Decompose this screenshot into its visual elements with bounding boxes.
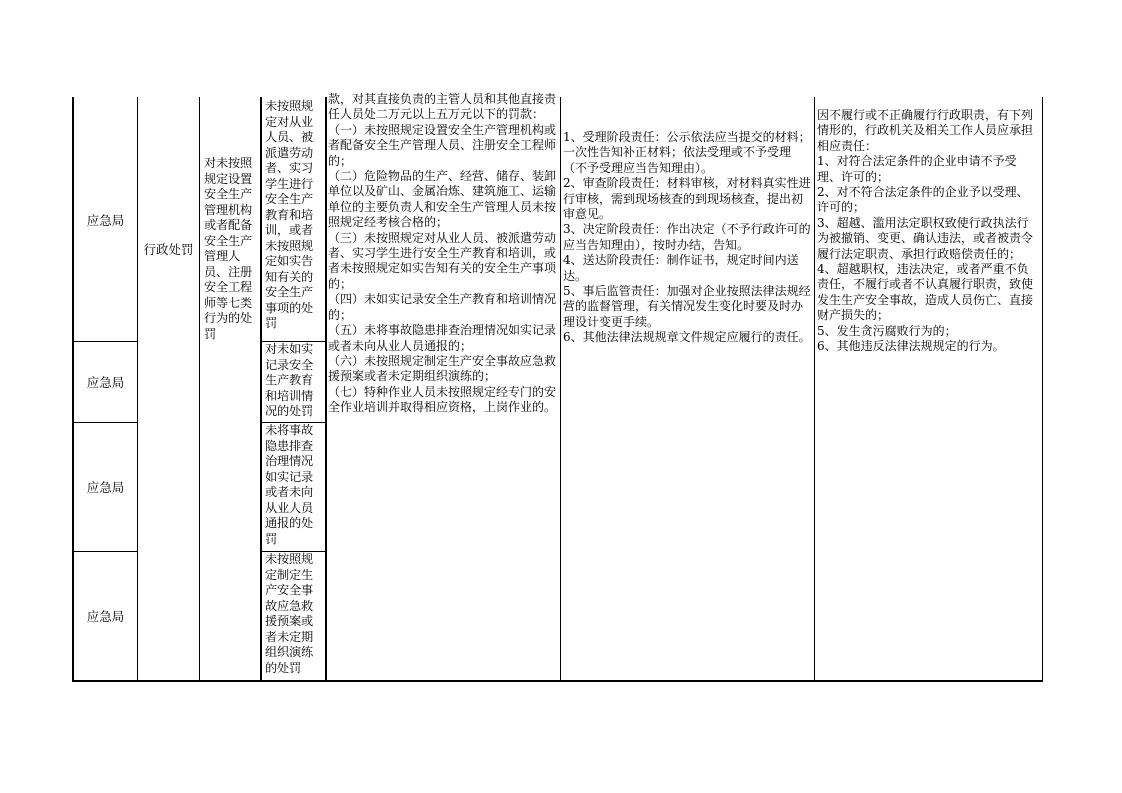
dept-cell [74,552,137,680]
accountability-item: 1、对符合法定条件的企业申请不予受理、许可的； [817,154,1017,184]
sub-item-text: 未将事故隐患排查治理情况如实记录或者未向从业人员通报的处罚 [265,423,313,546]
responsibility-item: 6、其他法律法规规章文件规定应履行的责任。 [563,330,811,345]
sub-item-cell [263,552,325,680]
sub-item-cell [263,423,325,551]
accountability-item: 3、超越、滥用法定职权致使行政执法行为被撤销、变更、确认违法，或者被责令履行法定职责、承担行政赔偿责任的； [817,215,1034,261]
accountability-item: 5、发生贪污腐败行为的； [817,323,957,338]
dept-cell [74,342,137,422]
responsibility-text [563,130,811,346]
grid-line [260,97,262,681]
sub-item-cell [263,342,325,422]
basis-paragraph: 款，对其直接负责的主管人员和其他直接责任人员处二万元以上五万元以下的罚款： [328,92,557,122]
basis-paragraph: （二）危险物品的生产、经营、储存、装卸单位以及矿山、金属冶炼、建筑施工、运输单位的主要负责人和安全生产管理人员未按照规定经考核合格的； [328,169,557,230]
grid-line [72,680,1043,682]
grid-line [1042,97,1043,681]
dept-label: 应急局 [86,609,125,624]
basis-paragraph: （一）未按照规定设置安全生产管理机构或者配备安全生产管理人员、注册安全工程师的； [328,122,557,168]
responsibility-item: 3、决定阶段责任：作出决定（不予行政许可的应当告知理由），按时办结，告知。 [563,222,811,252]
accountability-item: 6、其他违反法律法规规定的行为。 [817,339,1005,354]
accountability-item: 因不履行或不正确履行行政职责，有下列情形的，行政机关及相关工作人员应承担相应责任： [817,108,1034,153]
accountability-text [817,108,1040,355]
dept-label: 应急局 [86,480,125,495]
basis-text [328,92,558,416]
category-cell [138,98,199,400]
grid-line [814,97,815,681]
sub-item-text: 未按照规定对从业人员、被派遣劳动者、实习学生进行安全生产教育和培训，或者未按照规定如实告知有关的安全生产事项的处罚 [265,99,313,330]
basis-paragraph: （五）未将事故隐患排查治理情况如实记录或者未向从业人员通报的； [328,323,557,353]
sub-item-cell [263,99,325,341]
sub-item-text: 未按照规定制定生产安全事故应急救援预案或者未定期组织演练的处罚 [265,552,313,675]
basis-paragraph: （三）未按照规定对从业人员、被派遣劳动者、实习学生进行安全生产教育和培训，或者未按照规定如实告知有关的安全生产事项的； [328,230,557,291]
responsibility-item: 5、事后监管责任：加强对企业按照法律法规经营的监督管理，有关情况发生变化时要及时办理设计变更手续。 [563,284,811,329]
basis-paragraph: （四）未如实记录安全生产教育和培训情况的； [328,292,557,322]
sub-item-text: 对未如实记录安全生产教育和培训情况的处罚 [265,342,313,418]
grid-line [325,97,327,681]
responsibility-item: 1、受理阶段责任：公示依法应当提交的材料；一次性告知补正材料；依法受理或不予受理（不予受理应当告知理由）。 [563,130,811,175]
dept-cell [74,98,137,341]
responsibility-cell [563,130,811,430]
dept-label: 应急局 [86,212,125,228]
basis-cell [328,92,558,680]
basis-paragraph: （七）特种作业人员未按照规定经专门的安全作业培训并取得相应资格，上岗作业的。 [328,384,557,415]
item-name-cell [200,98,260,400]
responsibility-item: 4、送达阶段责任：制作证书，规定时间内送达。 [563,253,799,283]
item-name-text: 对未按照规定设置安全生产管理机构或者配备安全生产管理人员、注册安全工程师等七类行为的处罚 [204,156,252,341]
dept-cell [74,423,137,551]
dept-label: 应急局 [86,375,125,390]
accountability-item: 2、对不符合法定条件的企业予以受理、许可的； [817,185,1029,215]
basis-paragraph: （六）未按照规定制定生产安全事故应急救援预案或者未定期组织演练的； [328,353,557,384]
category-label: 行政处罚 [143,242,194,257]
grid-line [560,97,561,681]
accountability-cell [817,108,1040,408]
responsibility-item: 2、审查阶段责任：材料审核，对材料真实性进行审核，需到现场核查的到现场核查，提出初审意见。 [563,176,811,222]
accountability-item: 4、超越职权，违法决定，或者严重不负责任，不履行或者不认真履行职责，致使发生生产安全事故，造成人员伤亡、直接财产损失的； [817,262,1034,323]
